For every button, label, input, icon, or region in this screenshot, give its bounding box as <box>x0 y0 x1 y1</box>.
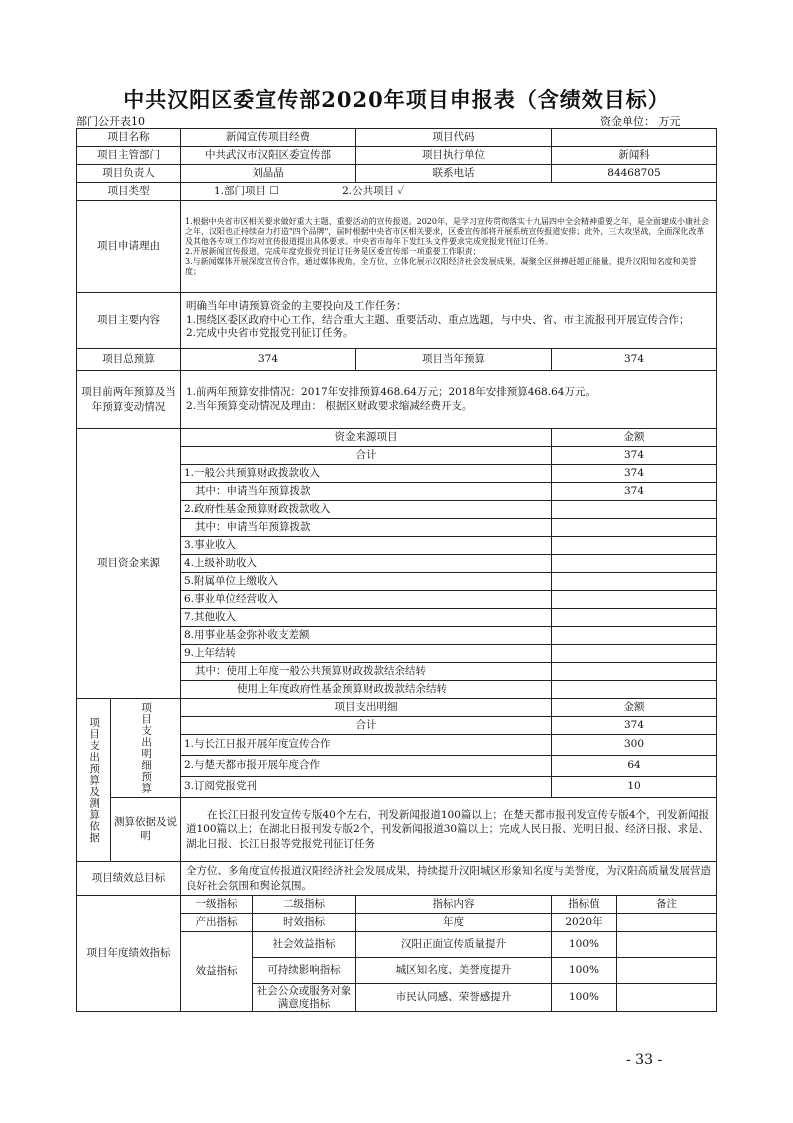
annual-note <box>617 984 717 1012</box>
expense-item: 2.与楚天都市报开展年度合作 <box>181 756 552 777</box>
annual-label: 项目年度绩效指标 <box>77 896 181 1012</box>
history-text <box>181 371 717 429</box>
expense-amount: 374 <box>552 717 717 735</box>
phone-label: 联系电话 <box>356 165 552 183</box>
source-amount <box>552 537 717 555</box>
source-item: 合计 <box>181 447 552 465</box>
exec-unit-label: 项目执行单位 <box>356 147 552 165</box>
current-budget-label: 项目当年预算 <box>356 349 552 371</box>
source-amount: 374 <box>552 447 717 465</box>
reason-line-3: 3.与新闻媒体开展深度宣传合作，通过媒体视角，全方位、立体化展示汉阳经济社会发展成果，凝聚全区拼搏赶超正能量，提升汉阳知名度和美誉度； <box>185 256 697 276</box>
expense-inner-label: 项目支出明细预算 <box>111 699 181 798</box>
reason-label: 项目申请理由 <box>77 201 181 293</box>
total-budget-label: 项目总预算 <box>77 349 181 371</box>
source-amount <box>552 663 717 681</box>
annual-value: 100% <box>552 958 617 984</box>
source-item: 4.上级补助收入 <box>181 555 552 573</box>
source-item: 7.其他收入 <box>181 609 552 627</box>
table-row <box>77 293 717 349</box>
phone-value: 84468705 <box>552 165 717 183</box>
table-row <box>77 129 717 147</box>
source-amount: 374 <box>552 465 717 483</box>
table-row <box>77 896 717 914</box>
table-row <box>77 147 717 165</box>
source-amount: 374 <box>552 483 717 501</box>
goal-label: 项目绩效总目标 <box>77 862 181 896</box>
annual-l2: 时效指标 <box>253 914 356 932</box>
annual-value: 100% <box>552 984 617 1012</box>
expense-head-item: 项目支出明细 <box>181 699 552 717</box>
total-budget-value: 374 <box>181 349 356 371</box>
source-item: 2.政府性基金预算财政拨款收入 <box>181 501 552 519</box>
reason-text <box>181 201 717 293</box>
page-title: 中共汉阳区委宣传部2020年项目申报表（含绩效目标） <box>123 87 670 112</box>
history-label: 项目前两年预算及当年预算变动情况 <box>77 371 181 429</box>
table-row <box>77 798 717 862</box>
annual-head-content: 指标内容 <box>356 896 552 914</box>
reason-line-1: 1.根据中央省市区相关要求做好重大主题、重要活动的宣传报道。2020年，是学习宣传贯彻落实十九届四中全会精神重要之年，是全面建成小康社会之年，汉阳也正持续奋力打造"四个品牌"，届时根据中央省市区相关要求，区委宣传部将开展系统宣传报道安排；此外，三大攻坚战，全面深化改革及其他各专项工作均对宣传报道提出具体要求。中央省市每年下发红头文件要求完成党报党刊征订任务。 <box>185 216 709 246</box>
annual-l1: 产出指标 <box>181 914 253 932</box>
source-item: 1.一般公共预算财政拨款收入 <box>181 465 552 483</box>
expense-amount: 64 <box>552 756 717 777</box>
type-option-dept: 1.部门项目 ☐ <box>214 184 279 197</box>
source-amount <box>552 681 717 699</box>
project-name-label: 项目名称 <box>77 129 181 147</box>
table-row <box>77 349 717 371</box>
expense-amount: 10 <box>552 777 717 798</box>
annual-head-note: 备注 <box>617 896 717 914</box>
exec-unit-value: 新闻科 <box>552 147 717 165</box>
content-line-0: 明确当年申请预算资金的主要投向及工作任务： <box>186 300 407 313</box>
source-label: 项目资金来源 <box>77 429 181 699</box>
expense-item: 合计 <box>181 717 552 735</box>
annual-head-l1: 一级指标 <box>181 896 253 914</box>
expense-head-amount: 金额 <box>552 699 717 717</box>
table-row <box>77 699 717 717</box>
reason-line-2: 2.开展新闻宣传报道，完成年度党报党刊征订任务是区委宣传部一项重要工作职责； <box>185 246 481 256</box>
source-item: 其中：申请当年预算拨款 <box>181 483 552 501</box>
type-option-public: 2.公共项目 ✓ <box>342 184 405 197</box>
source-amount <box>552 573 717 591</box>
source-item: 3.事业收入 <box>181 537 552 555</box>
source-amount <box>552 591 717 609</box>
expense-outer-label: 项目支出预算及测算依据 <box>77 699 111 862</box>
basis-text: 在长江日报刊发宣传专版40个左右，刊发新闻报道100篇以上；在楚天都市报刊发宣传专版4个，刊发新闻报道100篇以上；在湖北日报刊发专版2个，刊发新闻报道30篇以上；完成人民日报、光明日报、经济日报、求是、湖北日报、长江日报等党报党刊征订任务 <box>181 798 717 862</box>
annual-head-value: 指标值 <box>552 896 617 914</box>
current-budget-value: 374 <box>552 349 717 371</box>
source-amount <box>552 501 717 519</box>
dept-label: 项目主管部门 <box>77 147 181 165</box>
content-text <box>181 293 717 349</box>
history-line-1: 1.前两年预算安排情况：2017年安排预算468.64万元；2018年安排预算468.64万元。 <box>186 386 596 399</box>
project-code-label: 项目代码 <box>356 129 552 147</box>
content-line-2: 2.完成中央省市党报党刊征订任务。 <box>186 327 354 340</box>
basis-label: 测算依据及说明 <box>111 798 181 862</box>
annual-value: 100% <box>552 932 617 958</box>
table-row <box>77 183 717 201</box>
annual-note <box>617 914 717 932</box>
source-head-item: 资金来源项目 <box>181 429 552 447</box>
annual-note <box>617 932 717 958</box>
head-value: 刘晶晶 <box>181 165 356 183</box>
page-number: - 33 - <box>626 1052 663 1068</box>
goal-text: 全方位、多角度宣传报道汉阳经济社会发展成果，持续提升汉阳城区形象知名度与美誉度，为汉阳高质量发展营造良好社会氛围和舆论氛围。 <box>181 862 717 896</box>
annual-content: 年度 <box>356 914 552 932</box>
table-row <box>77 165 717 183</box>
expense-item: 1.与长江日报开展年度宣传合作 <box>181 735 552 756</box>
dept-value: 中共武汉市汉阳区委宣传部 <box>181 147 356 165</box>
annual-value: 2020年 <box>552 914 617 932</box>
annual-content: 城区知名度、美誉度提升 <box>356 958 552 984</box>
content-label: 项目主要内容 <box>77 293 181 349</box>
history-line-2: 2.当年预算变动情况及理由： 根据区财政要求缩减经费开支。 <box>186 399 473 412</box>
source-amount <box>552 627 717 645</box>
source-item: 8.用事业基金弥补收支差额 <box>181 627 552 645</box>
source-amount <box>552 519 717 537</box>
annual-l2: 社会公众或服务对象满意度指标 <box>253 984 356 1012</box>
annual-l2: 可持续影响指标 <box>253 958 356 984</box>
expense-amount: 300 <box>552 735 717 756</box>
annual-note <box>617 958 717 984</box>
head-label: 项目负责人 <box>77 165 181 183</box>
source-item: 使用上年度政府性基金预算财政拨款结余结转 <box>181 681 552 699</box>
annual-content: 汉阳正面宣传质量提升 <box>356 932 552 958</box>
source-amount <box>552 645 717 663</box>
source-head-amount: 金额 <box>552 429 717 447</box>
table-row <box>77 201 717 293</box>
table-row <box>77 429 717 447</box>
content-line-1: 1.围绕区委区政府中心工作，结合重大主题、重要活动、重点选题，与中央、省、市主流报刊开展宣传合作； <box>186 313 690 326</box>
project-application-table <box>76 128 717 1012</box>
type-label: 项目类型 <box>77 183 181 201</box>
annual-head-l2: 二级指标 <box>253 896 356 914</box>
expense-item: 3.订阅党报党刊 <box>181 777 552 798</box>
annual-l1: 效益指标 <box>181 932 253 1012</box>
table-number: 部门公开表10 <box>76 115 145 128</box>
source-amount <box>552 609 717 627</box>
currency-unit: 资金单位： 万元 <box>600 115 681 128</box>
project-name-value: 新闻宣传项目经费 <box>181 129 356 147</box>
annual-l2: 社会效益指标 <box>253 932 356 958</box>
source-item: 其中：使用上年度一般公共预算财政拨款结余结转 <box>181 663 552 681</box>
type-options <box>181 183 717 201</box>
source-amount <box>552 555 717 573</box>
annual-content: 市民认同感、荣誉感提升 <box>356 984 552 1012</box>
table-row <box>77 371 717 429</box>
source-item: 5.附属单位上缴收入 <box>181 573 552 591</box>
table-row <box>77 862 717 896</box>
source-item: 其中：申请当年预算拨款 <box>181 519 552 537</box>
source-item: 6.事业单位经营收入 <box>181 591 552 609</box>
project-code-value <box>552 129 717 147</box>
source-item: 9.上年结转 <box>181 645 552 663</box>
